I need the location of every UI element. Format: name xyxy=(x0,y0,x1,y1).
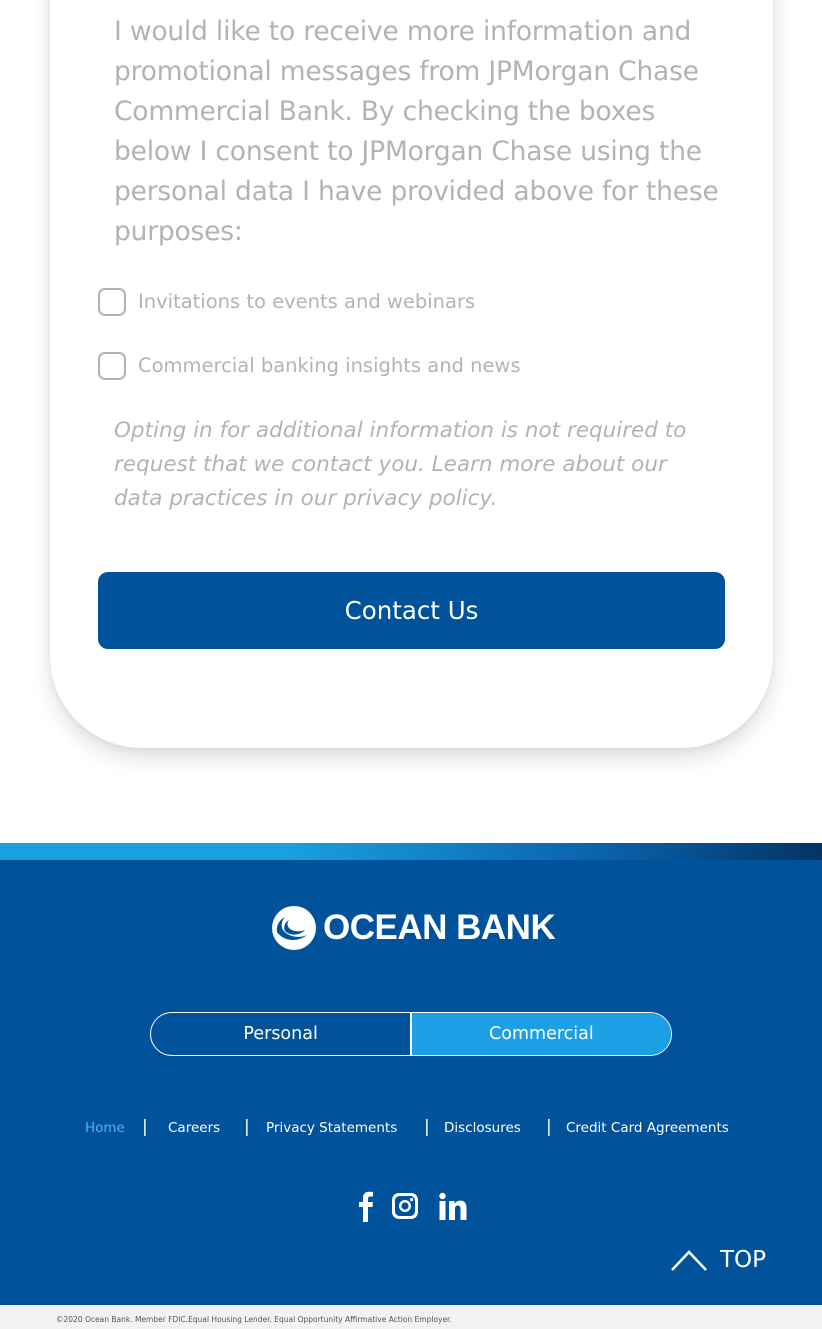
footer-link-careers[interactable]: Careers xyxy=(168,1120,221,1136)
copyright-text: ©2020 Ocean Bank. Member FDIC.Equal Housing Lender. Equal Opportunity Affirmative Action Employer. xyxy=(56,1315,452,1324)
top-label: TOP xyxy=(720,1247,767,1273)
facebook-icon[interactable] xyxy=(356,1190,374,1222)
insights-checkbox-label: Commercial banking insights and news xyxy=(138,354,521,377)
linkedin-icon[interactable] xyxy=(438,1190,468,1222)
site-footer xyxy=(0,860,822,1305)
copyright-bar xyxy=(0,1305,822,1329)
events-checkbox-label: Invitations to events and webinars xyxy=(138,290,476,313)
disclaimer-period: . xyxy=(490,486,498,511)
ocean-bank-logo[interactable] xyxy=(271,904,556,952)
footer-link-privacy-statements[interactable]: Privacy Statements xyxy=(266,1120,398,1136)
personal-tab[interactable]: Personal xyxy=(243,1024,318,1044)
insights-checkbox[interactable] xyxy=(98,352,126,380)
nav-separator: | xyxy=(244,1117,250,1137)
events-checkbox[interactable] xyxy=(98,288,126,316)
checkbox-row-insights[interactable] xyxy=(98,350,521,382)
chevron-up-icon xyxy=(670,1248,708,1272)
footer-link-credit-card-agreements[interactable]: Credit Card Agreements xyxy=(566,1120,729,1136)
footer-gradient-stripe xyxy=(0,843,822,860)
commercial-tab[interactable]: Commercial xyxy=(412,1013,671,1055)
nav-separator: | xyxy=(142,1117,148,1137)
footer-link-disclosures[interactable]: Disclosures xyxy=(444,1120,521,1136)
nav-separator: | xyxy=(424,1117,430,1137)
checkbox-row-events[interactable] xyxy=(98,286,475,318)
privacy-policy-link[interactable]: privacy policy xyxy=(343,486,491,511)
footer-link-home[interactable]: Home xyxy=(85,1120,125,1136)
footer-nav xyxy=(0,1118,822,1138)
opt-in-disclaimer xyxy=(114,414,714,516)
banking-type-switch xyxy=(150,1012,672,1056)
back-to-top-button[interactable] xyxy=(670,1242,766,1278)
contact-us-button[interactable]: Contact Us xyxy=(98,572,725,649)
logo-wordmark: OCEAN BANK xyxy=(323,908,556,947)
consent-intro-text: I would like to receive more information and promotional messages from JPMorgan Chase Commercial Bank. By checking the boxes below I consent to JPMorgan Chase using the personal data I have provided above for these purposes: xyxy=(114,16,719,247)
nav-separator: | xyxy=(546,1117,552,1137)
disclaimer-text: Opting in for additional information is not required to request that we contact you. Learn more about our data practices in our xyxy=(114,418,687,511)
ocean-wave-logo-icon xyxy=(271,905,317,951)
instagram-icon[interactable] xyxy=(390,1190,420,1222)
